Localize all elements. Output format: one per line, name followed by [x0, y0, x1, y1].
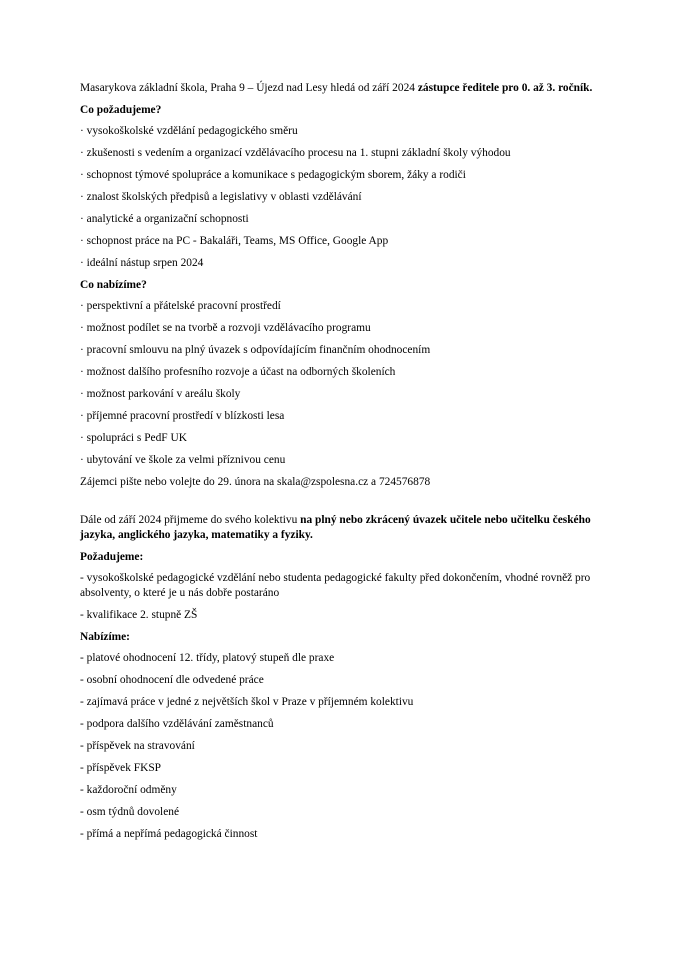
intro-position-bold: zástupce ředitele pro 0. až 3. ročník.	[417, 82, 593, 94]
teacher-offer-item: - přímá a nepřímá pedagogická činnost	[80, 828, 258, 840]
section-spacer	[80, 490, 605, 513]
requirement-item: · zkušenosti s vedením a organizací vzdělávacího procesu na 1. stupni základní školy výhodou	[80, 147, 511, 159]
requirement-item: · vysokoškolské vzdělání pedagogického směru	[80, 125, 298, 137]
second-intro-position-bold: na plný nebo zkrácený úvazek učitele nebo učitelku českého jazyka, anglického jazyka, matematiky a fyziky.	[80, 514, 591, 541]
teacher-requirements-heading: Požadujeme:	[80, 551, 144, 563]
teacher-offer-item: - zajímavá práce v jedné z největších škol v Praze v příjemném kolektivu	[80, 696, 414, 708]
offer-item: · možnost podílet se na tvorbě a rozvoji vzdělávacího programu	[80, 322, 371, 334]
offer-item: · ubytování ve škole za velmi příznivou cenu	[80, 454, 286, 466]
teacher-requirements-list	[80, 571, 605, 623]
offer-item: · příjemné pracovní prostředí v blízkosti lesa	[80, 410, 285, 422]
teacher-offers-list	[80, 651, 605, 842]
teacher-requirement-item: - kvalifikace 2. stupně ZŠ	[80, 609, 198, 621]
offers-list	[80, 299, 605, 468]
teacher-offer-item: - podpora dalšího vzdělávání zaměstnanců	[80, 718, 274, 730]
principal-deputy-intro	[80, 81, 605, 96]
offer-item: · možnost parkování v areálu školy	[80, 388, 241, 400]
offer-item: · perspektivní a přátelské pracovní prostředí	[80, 300, 281, 312]
requirement-item: · schopnost práce na PC - Bakaláři, Teams, MS Office, Google App	[80, 235, 389, 247]
requirement-item: · znalost školských předpisů a legislativy v oblasti vzdělávání	[80, 191, 362, 203]
job-posting-document	[80, 81, 605, 849]
teacher-offer-item: - příspěvek FKSP	[80, 762, 162, 774]
requirements-heading: Co požadujeme?	[80, 104, 162, 116]
second-intro-text: Dále od září 2024 přijmeme do svého kolektivu	[80, 514, 301, 526]
teacher-offer-item: - osm týdnů dovolené	[80, 806, 180, 818]
requirement-item: · analytické a organizační schopnosti	[80, 213, 249, 225]
offers-heading: Co nabízíme?	[80, 279, 147, 291]
teacher-offer-item: - osobní ohodnocení dle odvedené práce	[80, 674, 264, 686]
contact-line: Zájemci pište nebo volejte do 29. února na skala@zspolesna.cz a 724576878	[80, 476, 431, 488]
teacher-position-intro	[80, 513, 605, 543]
offer-item: · spolupráci s PedF UK	[80, 432, 187, 444]
requirement-item: · ideální nástup srpen 2024	[80, 257, 204, 269]
teacher-offer-item: - příspěvek na stravování	[80, 740, 195, 752]
teacher-offer-item: - každoroční odměny	[80, 784, 177, 796]
teacher-offer-item: - platové ohodnocení 12. třídy, platový stupeň dle praxe	[80, 652, 335, 664]
requirement-item: · schopnost týmové spolupráce a komunikace s pedagogickým sborem, žáky a rodiči	[80, 169, 466, 181]
teacher-requirement-item: - vysokoškolské pedagogické vzdělání nebo studenta pedagogické fakulty před dokončením, vhodné rovněž pro absolventy, o které je u nás dobře postaráno	[80, 572, 591, 599]
intro-text: Masarykova základní škola, Praha 9 – Újezd nad Lesy hledá od září 2024	[80, 82, 418, 94]
offer-item: · pracovní smlouvu na plný úvazek s odpovídajícím finančním ohodnocením	[80, 344, 431, 356]
offer-item: · možnost dalšího profesního rozvoje a účast na odborných školeních	[80, 366, 396, 378]
teacher-offers-heading: Nabízíme:	[80, 631, 130, 643]
requirements-list	[80, 124, 605, 271]
